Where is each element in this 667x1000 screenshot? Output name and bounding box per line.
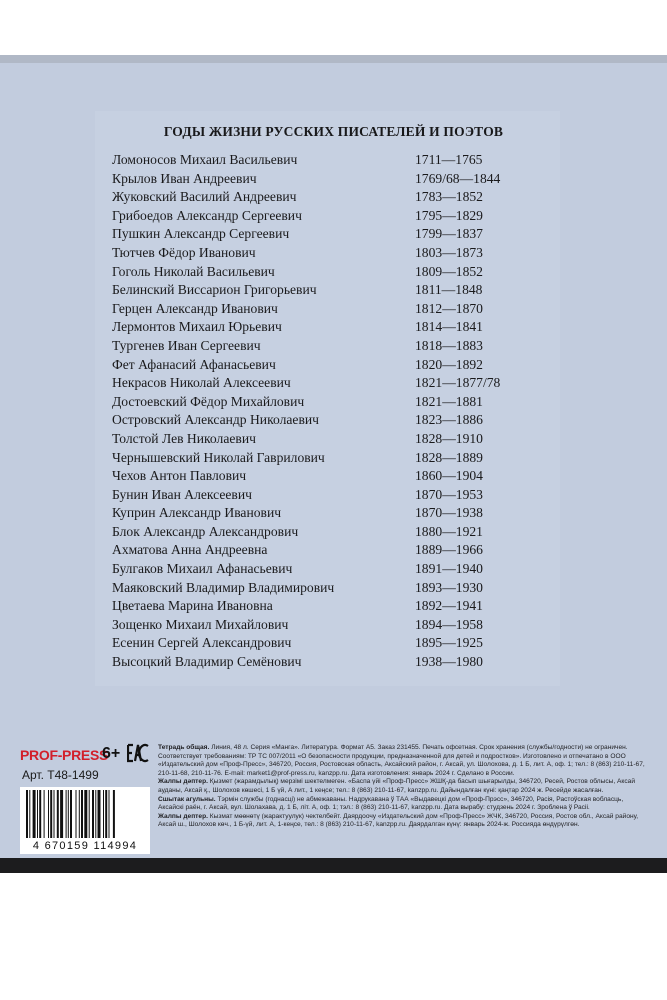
writer-row: [0, 301, 667, 320]
barcode-bars-icon: [26, 790, 144, 838]
writer-years: 1711—1765: [415, 152, 483, 167]
barcode: [20, 787, 150, 854]
publisher-footer: [0, 742, 667, 858]
writer-name: Фет Афанасий Афанасьевич: [112, 356, 276, 372]
writer-row: [0, 264, 667, 283]
writer-years: 1894—1958: [415, 616, 483, 632]
writer-row: [0, 450, 667, 469]
writer-row: [0, 357, 667, 376]
writer-years: 1891—1940: [415, 561, 483, 577]
brand-logo: PROF-PRESS: [20, 747, 109, 763]
writers-list: [0, 152, 667, 673]
writer-row: [0, 245, 667, 264]
writer-years: 1795—1829: [415, 207, 483, 223]
writer-years: 1860—1904: [415, 468, 483, 484]
writer-name: Некрасов Николай Алексеевич: [112, 375, 291, 391]
writer-row: [0, 468, 667, 487]
writer-name: Чехов Антон Павлович: [112, 468, 247, 484]
writer-name: Грибоедов Александр Сергеевич: [112, 207, 302, 223]
writer-row: [0, 617, 667, 636]
writer-name: Блок Александр Александрович: [112, 523, 299, 539]
writer-name: Бунин Иван Алексеевич: [112, 486, 252, 502]
writer-years: 1769/68—1844: [415, 170, 501, 186]
writer-name: Есенин Сергей Александрович: [112, 635, 292, 651]
fine-print-paragraph: [158, 813, 648, 830]
writer-row: [0, 487, 667, 506]
writer-name: Тургенев Иван Сергеевич: [112, 337, 261, 353]
fine-print-paragraph: [158, 778, 648, 795]
writer-row: [0, 654, 667, 673]
age-rating: 6+: [102, 745, 121, 762]
writer-row: [0, 542, 667, 561]
writer-name: Куприн Александр Иванович: [112, 505, 282, 521]
writer-row: [0, 635, 667, 654]
writer-name: Маяковский Владимир Владимирович: [112, 579, 335, 595]
writer-row: [0, 208, 667, 227]
writer-name: Цветаева Марина Ивановна: [112, 598, 273, 614]
writer-years: 1821—1881: [415, 393, 483, 409]
fine-print-text: Тэрмін службы (годнасці) не абмежаваны. Надрукавана ў ТАА «Выдавецкі дом «Проф-Прэсс», 346720, Расія, Растоўская вобласць, Аксайскі раён, г. Аксай, вул. Шолахава, д. 1 Б, літ. А, оф. 1; тэл.: 8 (863) 210-11-67, kanzpp.ru. Дата вырабу: студзень 2024 г. Зроблена ў Расіі.: [158, 795, 624, 812]
writer-name: Крылов Иван Андреевич: [112, 170, 257, 186]
writer-years: 1803—1873: [415, 244, 483, 260]
writer-years: 1818—1883: [415, 337, 483, 353]
writer-name: Белинский Виссарион Григорьевич: [112, 282, 317, 298]
writer-row: [0, 598, 667, 617]
writer-name: Ломоносов Михаил Васильевич: [112, 152, 298, 167]
writer-name: Тютчев Фёдор Иванович: [112, 244, 256, 260]
writer-years: 1783—1852: [415, 189, 483, 205]
writer-row: [0, 412, 667, 431]
writer-years: 1814—1841: [415, 319, 483, 335]
writer-years: 1870—1938: [415, 505, 483, 521]
writer-years: 1892—1941: [415, 598, 483, 614]
fine-print-text: Қызмет (жарамдылық) мерзімі шектелмеген. «Баспа үйі «Проф-Пресс» ЖШҚ-да басып шығарылды, 346720, Ресей, Ростов облысы, Аксай ауданы, Аксай қ., Шолохов көшесі, 1 Б үй, А лит., 1 кеңсе; тел.: 8 (863) 210-11-67, kanzpp.ru. Дайындалған күні: қаңтар 2024 ж. Ресейде жасалған.: [158, 778, 636, 794]
writer-years: 1895—1925: [415, 635, 483, 651]
writer-name: Чернышевский Николай Гаврилович: [112, 449, 325, 465]
writer-years: 1828—1910: [415, 430, 483, 446]
fine-print-lead: Сшытак агульны.: [158, 795, 216, 803]
fine-print-lead: Жалпы дептер.: [158, 812, 208, 820]
writer-years: 1811—1848: [415, 282, 483, 298]
writer-row: [0, 189, 667, 208]
writer-name: Гоголь Николай Васильевич: [112, 263, 275, 279]
writer-years: 1938—1980: [415, 654, 483, 670]
fine-print-paragraph: [158, 796, 648, 813]
writer-years: 1821—1877/78: [415, 375, 501, 391]
writer-row: [0, 152, 667, 171]
writer-name: Герцен Александр Иванович: [112, 300, 278, 316]
writer-name: Зощенко Михаил Михайлович: [112, 616, 289, 632]
writer-name: Лермонтов Михаил Юрьевич: [112, 319, 282, 335]
writer-name: Достоевский Фёдор Михайлович: [112, 393, 305, 409]
article-number: Арт. Т48-1499: [22, 768, 99, 782]
cover-top-edge: [0, 55, 667, 63]
writer-name: Высоцкий Владимир Семёнович: [112, 654, 302, 670]
writer-row: [0, 524, 667, 543]
writer-years: 1893—1930: [415, 579, 483, 595]
writer-row: [0, 226, 667, 245]
fine-print-paragraph: [158, 744, 648, 778]
writer-row: [0, 580, 667, 599]
fine-print-lead: Тетрадь общая.: [158, 744, 210, 751]
writer-name: Ахматова Анна Андреевна: [112, 542, 268, 558]
writer-row: [0, 431, 667, 450]
fine-print-text: Линия, 48 л. Серия «Манга». Литература. Формат А5. Заказ 231455. Печать офсетная. Срок хранения (службы/годности) не ограничен. Соответствует требованиям: ТР ТС 007/2011 «О безопасности продукции, предназначенной для детей и подростков». Изготовлено и отпечатано в ООО «Издательский дом «Проф-Пресс», 346720, Россия, Ростовская область, Аксайский район, г. Аксай, ул. Шолохова, д. 1 Б, лит. А, оф. 1; тел.: 8 (863) 210-11-67, 210-11-68, 210-11-76. E-mail: market1@prof-press.ru, kanzpp.ru. Дата изготовления: январь 2024 г. Сделано в России.: [158, 744, 645, 777]
writer-row: [0, 505, 667, 524]
writer-years: 1820—1892: [415, 356, 483, 372]
writer-name: Жуковский Василий Андреевич: [112, 189, 297, 205]
writer-years: 1812—1870: [415, 300, 483, 316]
writer-row: [0, 338, 667, 357]
writer-years: 1823—1886: [415, 412, 483, 428]
writer-years: 1889—1966: [415, 542, 483, 558]
fine-print-text: Кызмат мөөнөтү (жарактуулук) чектелбейт. Даярдоочу «Издательский дом «Проф-Пресс» ЖЧК, 346720, Россия, Ростов обл., Аксай району, Аксай ш., Шолохов көч., 1 Б-үй, лит. А, 1-кеңсе, тел.: 8 (863) 210-11-67, kanzpp.ru. Даярдалган күнү: январь 2024-ж. Россияда өндүрүлгөн.: [158, 812, 639, 829]
eac-mark-icon: [127, 743, 149, 763]
writer-row: [0, 375, 667, 394]
writer-name: Булгаков Михаил Афанасьевич: [112, 561, 293, 577]
writer-years: 1809—1852: [415, 263, 483, 279]
writer-name: Островский Александр Николаевич: [112, 412, 319, 428]
writer-years: 1870—1953: [415, 486, 483, 502]
writer-row: [0, 561, 667, 580]
writer-row: [0, 282, 667, 301]
writer-row: [0, 171, 667, 190]
fine-print-lead: Жалпы дәптер.: [158, 778, 208, 786]
writer-years: 1880—1921: [415, 523, 483, 539]
writer-years: 1828—1889: [415, 449, 483, 465]
page-title: ГОДЫ ЖИЗНИ РУССКИХ ПИСАТЕЛЕЙ И ПОЭТОВ: [163, 124, 504, 139]
writer-years: 1799—1837: [415, 226, 483, 242]
fine-print: [158, 744, 648, 830]
writer-row: [0, 394, 667, 413]
barcode-number: 4 670159 114994: [32, 840, 138, 852]
writer-name: Толстой Лев Николаевич: [112, 430, 256, 446]
writer-name: Пушкин Александр Сергеевич: [112, 226, 290, 242]
cover-bottom-edge: [0, 858, 667, 873]
writer-row: [0, 319, 667, 338]
